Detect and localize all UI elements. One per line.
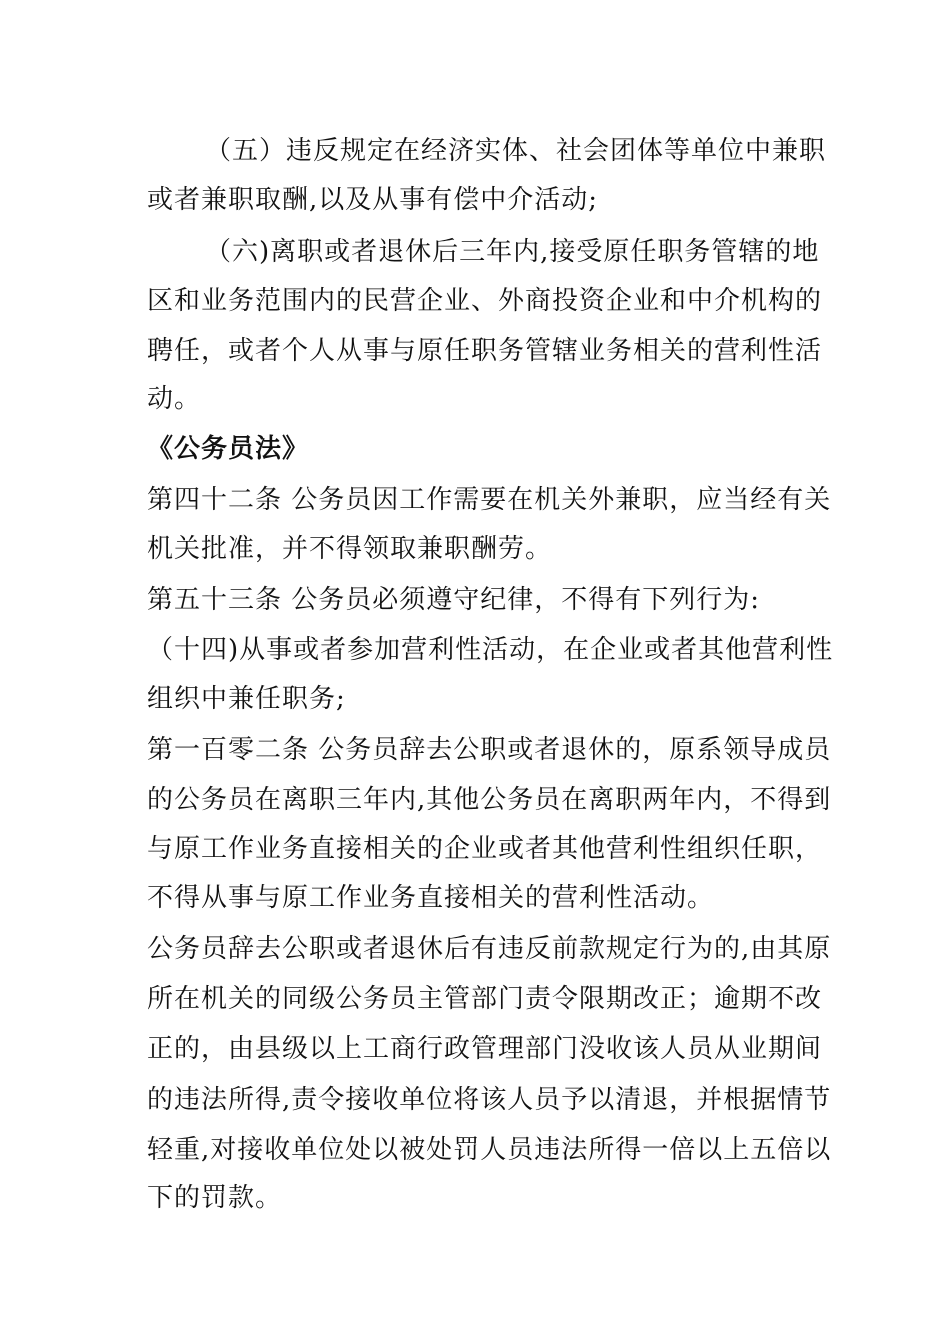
article-line: 机关批准，并不得领取兼职酬劳。 [147,534,553,564]
paragraph-line: （五）违反规定在经济实体、社会团体等单位中兼职 [205,136,827,166]
article-line: 正的，由县级以上工商行政管理部门没收该人员从业期间 [147,1034,823,1064]
article-line: 第一百零二条 公务员辞去公职或者退休的，原系领导成员 [147,735,832,765]
paragraph-line: 或者兼职取酬,以及从事有偿中介活动; [147,185,599,215]
article-line: 公务员辞去公职或者退休后有违反前款规定行为的,由其原 [147,934,832,964]
article-line: （十四)从事或者参加营利性活动，在企业或者其他营利性 [147,635,834,665]
article-line: 所在机关的同级公务员主管部门责令限期改正；逾期不改 [147,984,823,1014]
article-line: 下的罚款。 [147,1183,283,1213]
article-line: 组织中兼任职务; [147,684,346,714]
article-line: 轻重,对接收单位处以被处罚人员违法所得一倍以上五倍以 [147,1135,832,1165]
article-line: 第四十二条 公务员因工作需要在机关外兼职，应当经有关 [147,485,832,515]
article-line: 与原工作业务直接相关的企业或者其他营利性组织任职， [147,834,823,864]
article-line: 的违法所得,责令接收单位将该人员予以清退，并根据情节 [147,1085,832,1115]
paragraph-line: 聘任，或者个人从事与原任职务管辖业务相关的营利性活 [147,336,823,366]
paragraph-line: （六)离职或者退休后三年内,接受原任职务管辖的地 [205,237,820,267]
paragraph-line: 动。 [147,384,202,414]
article-line: 第五十三条 公务员必须遵守纪律，不得有下列行为: [147,585,761,615]
article-line: 不得从事与原工作业务直接相关的营利性活动。 [147,883,715,913]
section-heading: 《公务员法》 [147,434,310,464]
paragraph-line: 区和业务范围内的民营企业、外商投资企业和中介机构的 [147,286,823,316]
article-line: 的公务员在离职三年内,其他公务员在离职两年内，不得到 [147,785,832,815]
